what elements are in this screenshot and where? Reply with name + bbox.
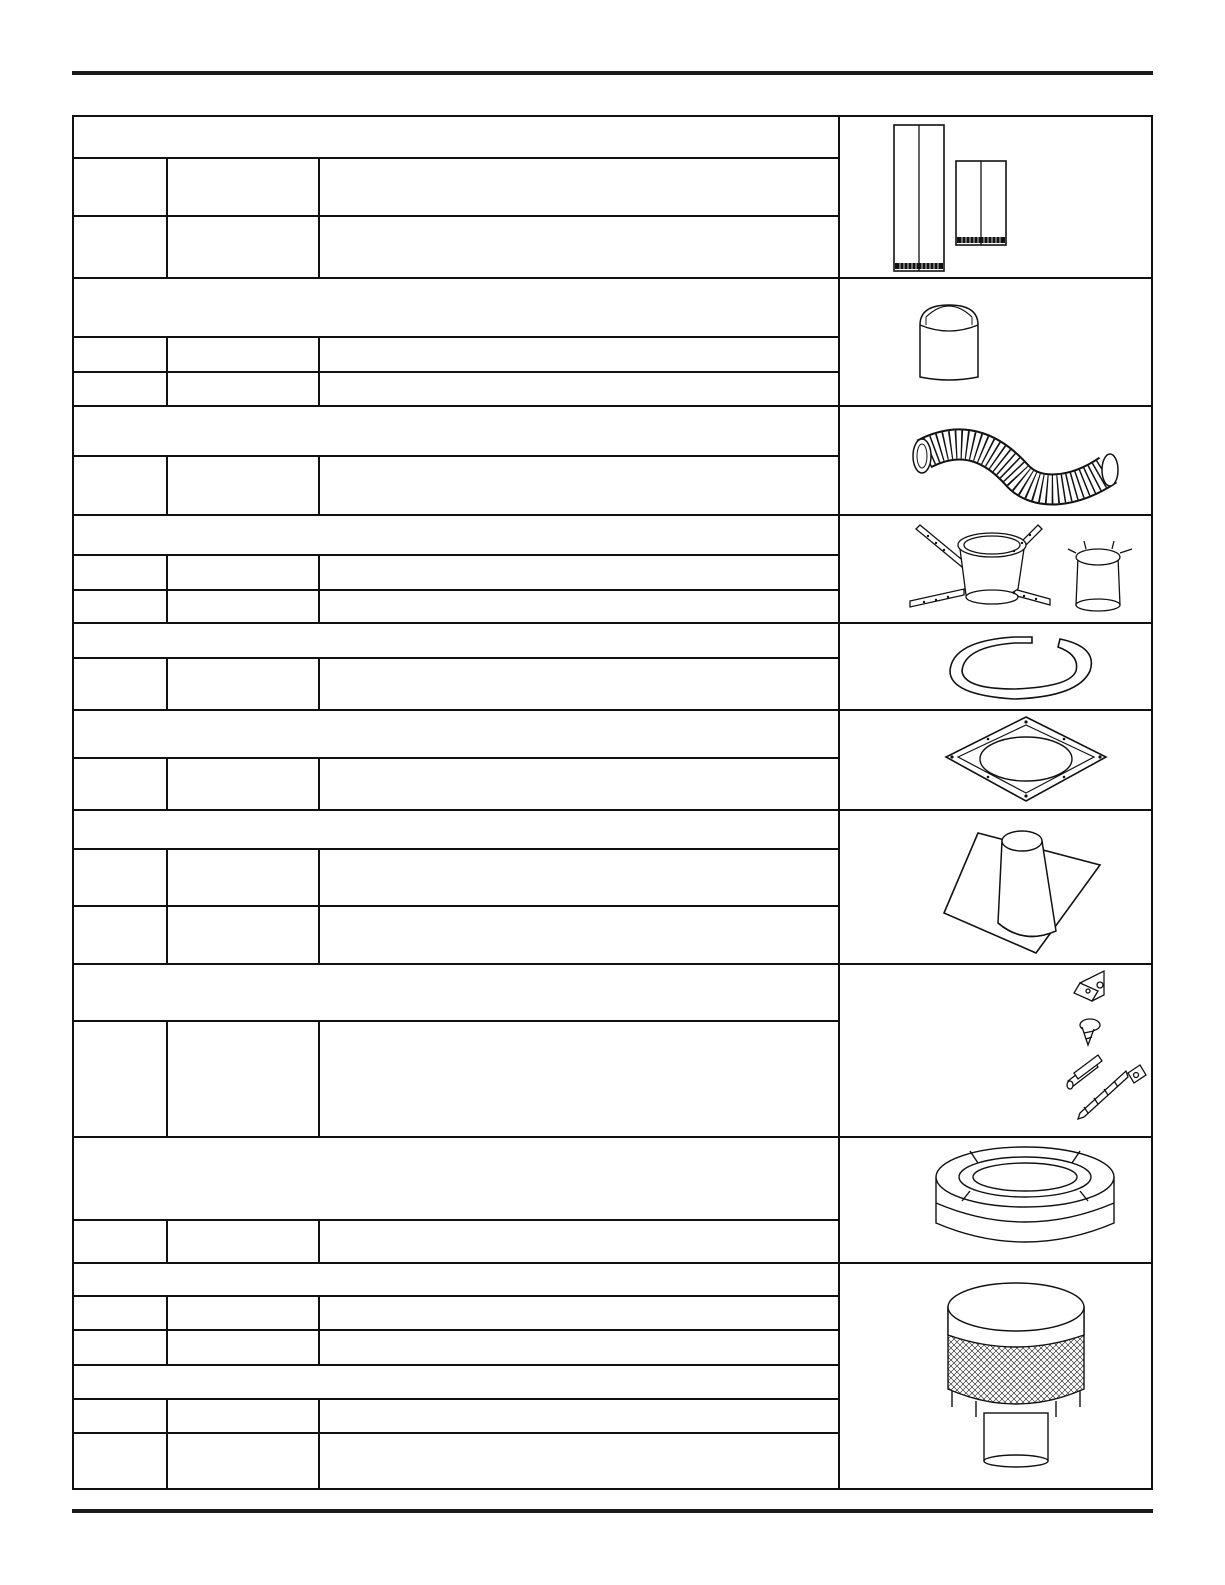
column-divider xyxy=(166,455,168,514)
column-divider xyxy=(318,455,320,514)
column-divider xyxy=(166,848,168,963)
top-rule xyxy=(72,71,1153,75)
mounting-hardware-icon xyxy=(1054,969,1154,1129)
column-divider xyxy=(318,336,320,405)
column-divider xyxy=(318,554,320,622)
column-divider xyxy=(166,1295,168,1364)
column-divider xyxy=(166,657,168,709)
row-divider xyxy=(74,1398,838,1400)
row-divider xyxy=(74,455,838,457)
row-divider xyxy=(74,848,838,850)
row-divider xyxy=(74,657,838,659)
column-divider xyxy=(166,757,168,809)
column-divider xyxy=(166,1219,168,1262)
row-divider xyxy=(74,1020,838,1022)
roof-flashing-icon xyxy=(940,819,1110,959)
section-divider xyxy=(74,514,1151,516)
column-divider xyxy=(318,1219,320,1262)
row-divider xyxy=(74,757,838,759)
storm-collar-icon xyxy=(930,1143,1120,1255)
row-divider xyxy=(74,1219,838,1221)
row-divider xyxy=(74,157,838,159)
section-divider xyxy=(74,809,1151,811)
column-divider xyxy=(318,757,320,809)
row-divider xyxy=(74,1329,838,1331)
split-ring-icon xyxy=(942,631,1102,705)
flexible-pipe-icon xyxy=(846,412,1146,512)
section-divider xyxy=(74,405,1151,407)
row-divider xyxy=(74,554,838,556)
column-divider xyxy=(166,554,168,622)
column-divider xyxy=(166,157,168,277)
termination-cap-icon xyxy=(936,1279,1096,1479)
column-divider xyxy=(318,157,320,277)
vent-pipe-lengths-icon xyxy=(892,123,1012,275)
section-divider xyxy=(74,1136,1151,1138)
column-divider xyxy=(318,657,320,709)
row-divider xyxy=(74,905,838,907)
column-divider xyxy=(166,1398,168,1488)
row-divider xyxy=(74,371,838,373)
elbow-with-straps-icon xyxy=(906,519,1156,619)
column-divider xyxy=(318,1295,320,1364)
parts-table xyxy=(72,115,1153,1490)
column-divider xyxy=(166,336,168,405)
row-divider xyxy=(74,336,838,338)
row-divider xyxy=(74,1295,838,1297)
column-divider xyxy=(318,848,320,963)
column-divider xyxy=(318,1398,320,1488)
row-divider xyxy=(74,1432,838,1434)
firestop-plate-icon xyxy=(942,713,1112,805)
row-divider xyxy=(74,215,838,217)
section-divider xyxy=(74,277,1151,279)
section-divider xyxy=(74,963,1151,965)
section-divider xyxy=(74,622,1151,624)
column-divider xyxy=(318,1020,320,1136)
row-divider xyxy=(74,1364,838,1366)
column-divider xyxy=(166,1020,168,1136)
row-divider xyxy=(74,589,838,591)
section-divider xyxy=(74,709,1151,711)
illustration-column-divider xyxy=(838,117,840,1488)
bottom-rule xyxy=(72,1509,1153,1513)
section-divider xyxy=(74,1262,1151,1264)
pipe-cap-icon xyxy=(914,297,984,387)
